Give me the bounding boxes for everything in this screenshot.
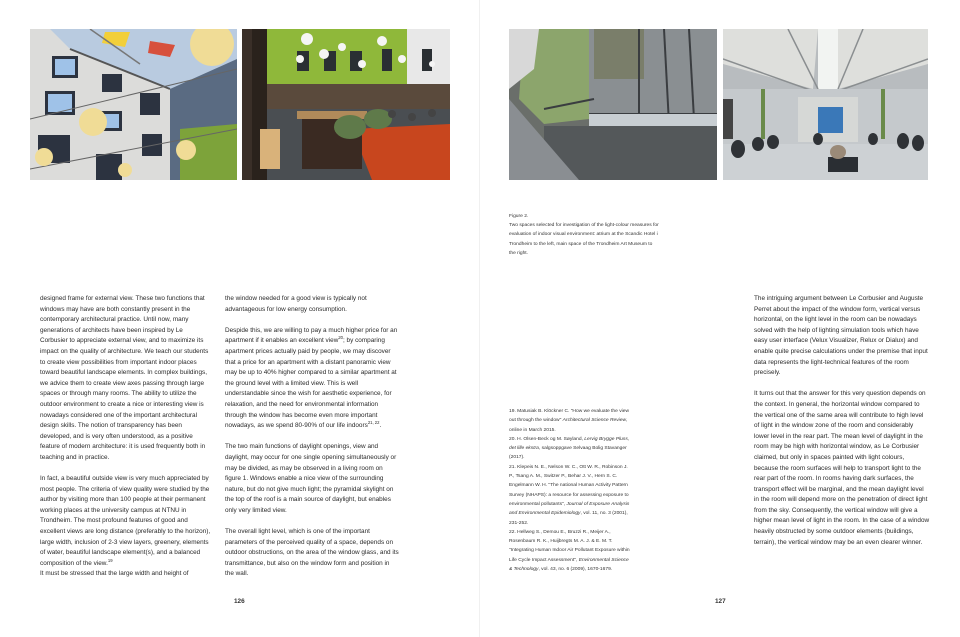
figure-caption-text: Two spaces selected for investigation of the light-colour measures for evaluation of indoor visual environment: atrium at the Scandic Hotel i Trondheim to the left, main space of the Trondheim Art Museum to the right. — [509, 223, 659, 256]
paragraph: The intriguing argument between Le Corbusier and Auguste Perret about the impact of the window form, vertical versus horizontal, on the light level in the room can be nowadays solved with the help of lighting simulation tools which have easy user interface (Velux Visualizer, Relux or Dialux) and enable quite precise calculations under the premise that input data represents the light-technical features of the room precisely. — [754, 295, 928, 377]
footnote-reference[interactable]: 21, 22 — [367, 420, 380, 425]
photo-hotel-skylight — [509, 29, 717, 180]
figure-title: Figure 2. — [509, 214, 529, 219]
paragraph: The overall light level, which is one of the important parameters of the perceived quality of a space, depends on outdoor obstructions, on the area of the window glass, and its transmittance, but also on the window form and position in the wall. — [225, 528, 399, 578]
paragraph: designed frame for external view. These two functions that windows may have are both constantly present in the contemporary architectural practice. Until now, many generations of architects have been inspired by Le Corbusier to appreciate external view, and to maximize its impact on the quality of architecture. We teach our students to create view possibilities from important indoor places toward beautiful landscape elements. In complex buildings, we advice them to create view axes passing through large spaces or through many rooms. The ability to utilize the outdoor environment to create a nice or interesting view is nowadays considered one of the important architectural design skills. The notion of transparency has been developed, and is very often understood, as a positive feature of modern architecture: it is used frequently both in teaching and in practice. — [40, 295, 209, 461]
footnote: 19. Matusiak B. Klöckner C. "How we evaluate the view out through the window" Architectural Science Review, online in March 2015. — [509, 409, 629, 433]
paragraph: It turns out that the answer for this very question depends on the context. In general, the horizontal window compared to the vertical one of the same area will contribute to high level of light in the window zone of the room and considerably lower level in the rear part. The mean level of daylight in the room may be high with horizontal window, as Le Corbusier claimed, but only in spaces painted with light colours, because the room surfaces will help to transport light to the rear part of the room. In rooms having dark surfaces, the transport effect will be marginal, and the mean daylight level in the room will depend more on the penetration of direct light from the sky. Consequently, the vertical window will give a higher mean level of light in the room. In the case of a window heavily obstructed by some outdoor elements (buildings, terrain), the vertical window may be an even clearer winner. — [754, 390, 930, 546]
left-page-column-1 — [40, 294, 212, 591]
footnote-reference[interactable]: 19 — [107, 557, 113, 563]
page-gutter — [479, 0, 480, 637]
paragraph: In fact, a beautiful outside view is very much appreciated by most people. The criteria of view quality were studied by the author by visiting more than 100 people at their permanent working places at the university campus at NTNU in Trondheim. The most profound features of good and excellent views are long distance (preferably to the horizon), large width, inclusion of 2-3 view layers, greenery, elements of water, beautiful landscape element(s), and a balanced composition of the view.$^{19}$ It must be stressed that the large width and height of — [40, 475, 211, 578]
paragraph: Despide this, we are willing to pay a much higher price for an apartment if it enables an excellent view$^{20}$; by comparing apartment prices actually paid by people, we may discover that a price for an apartment with a distant panoramic view may be up to 40% higher compared to a similar apartment at the ground level with a limited view. This is well understandable since the wish for aesthetic experience, for relaxation, and the need for environmental information through the window has become even more important nowadays, as we spend 80-90% of our life indoors$^{21, 22}$. — [225, 326, 398, 430]
page-number-right: 127 — [715, 598, 726, 605]
photo-art-museum — [723, 29, 928, 180]
footnote: 22. Hellweg S., Demou E., Bruzzi R., Meijer A., Rosenbaum R. K., Huijbregts M. A. J. & E. M. T. "Integrating Human Indoor Air Pollutant Exposure within Life Cycle Impact Assessment", Environmental Science & Technology, vol. 43, no. 6 (2009), 1670-1679. — [509, 529, 630, 573]
footnotes — [509, 407, 631, 574]
right-page-column — [754, 294, 930, 559]
footnote-reference[interactable]: 20 — [338, 335, 343, 341]
paragraph: The two main functions of daylight openings, view and daylight, may occur for one single opening simultaneously or may be divided, as may be observed in a living room on figure 1. Windows enable a nice view of the surrounding nature, but do not give much light; the pyramidal skylight on the top of the roof is a main source of daylight, but enables only very limited view. — [225, 443, 397, 514]
paragraph: the window needed for a good view is typically not advantageous for low energy consumption. — [225, 295, 367, 313]
photo-atrium-skylight — [30, 29, 237, 180]
photo-atrium-restaurant — [242, 29, 450, 180]
left-page-column-2 — [225, 294, 400, 591]
footnote: 20. H. Olsen-Beck og M. Søyland, Lervig Brygge Pluss, det lille ekstra, salgsoppgave Selvaag Bolig Stavanger (2017). — [509, 436, 630, 461]
footnote: 21. Klepeis N. E., Nelson W. C., Ott W. R., Robinson J. P., Tsang A. M., Switzer P., Behar J. V., Hern S. C. Engelmann W. H. "The national Human Activity Pattern Survey (NHAPS): a resource for assessing exposure to environmental pollutants", Journal of Exposure Analysis and Environmental Epidemiology, vol. 11, no. 3 (2001), 231-252. — [509, 464, 630, 526]
figure-caption — [509, 212, 659, 258]
page-number-left: 126 — [234, 598, 245, 605]
